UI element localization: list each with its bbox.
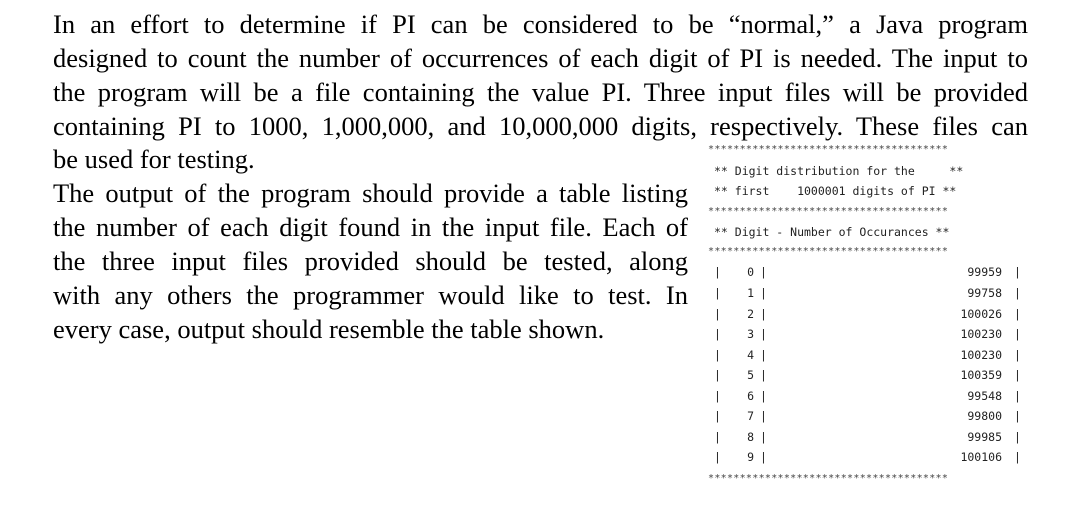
row-digit: 1 bbox=[747, 286, 754, 300]
row-digit: 0 bbox=[747, 265, 754, 279]
paragraph-line-2: designed to count the number of occurrences of each digit of PI is needed. The input to bbox=[53, 43, 1028, 73]
paragraph-line-7: the number of each digit found in the input file. Each of bbox=[53, 212, 688, 242]
row-count: 99985 bbox=[967, 430, 1002, 444]
row-count: 100359 bbox=[960, 368, 1002, 382]
paragraph-line-4: containing PI to 1000, 1,000,000, and 10,000,000 digits, respectively. These files can bbox=[53, 111, 1028, 141]
row-digit: 6 bbox=[747, 389, 754, 403]
paragraph-line-8: the three input files provided should be tested, along bbox=[53, 246, 688, 276]
row-digit: 9 bbox=[747, 450, 754, 464]
table-border-bottom: ************************************** bbox=[708, 473, 949, 484]
table-row: | 4 | 100230 | bbox=[714, 348, 1021, 362]
paragraph-line-5: be used for testing. bbox=[53, 144, 255, 174]
row-digit: 7 bbox=[747, 409, 754, 423]
table-row: | 3 | 100230 | bbox=[714, 327, 1021, 341]
paragraph-line-6: The output of the program should provide a table listing bbox=[53, 178, 688, 208]
row-digit: 2 bbox=[747, 307, 754, 321]
paragraph-line-10: every case, output should resemble the table shown. bbox=[53, 314, 605, 344]
table-row: | 0 | 99959 | bbox=[714, 265, 1021, 279]
row-digit: 5 bbox=[747, 368, 754, 382]
row-count: 99959 bbox=[967, 265, 1002, 279]
row-count: 100230 bbox=[960, 327, 1002, 341]
table-header-line-2: ** first 1000001 digits of PI ** bbox=[714, 184, 957, 198]
table-column-header: ** Digit - Number of Occurances ** bbox=[714, 225, 950, 239]
table-border-mid-1: ************************************** bbox=[708, 206, 949, 217]
paragraph-line-9: with any others the programmer would like to test. In bbox=[53, 280, 688, 310]
table-row: | 8 | 99985 | bbox=[714, 430, 1021, 444]
paragraph-line-3: the program will be a file containing the value PI. Three input files will be provided bbox=[53, 77, 1028, 107]
paragraph-line-1: In an effort to determine if PI can be considered to be “normal,” a Java program bbox=[53, 9, 1028, 39]
table-border-top: ************************************** bbox=[708, 144, 949, 155]
table-header-line-1: ** Digit distribution for the ** bbox=[714, 164, 964, 178]
table-row: | 2 | 100026 | bbox=[714, 307, 1021, 321]
table-row: | 1 | 99758 | bbox=[714, 286, 1021, 300]
table-row: | 9 | 100106 | bbox=[714, 450, 1021, 464]
table-row: | 6 | 99548 | bbox=[714, 389, 1021, 403]
table-border-mid-2: ************************************** bbox=[708, 246, 949, 257]
row-count: 100106 bbox=[960, 450, 1002, 464]
row-count: 99548 bbox=[967, 389, 1002, 403]
row-count: 99800 bbox=[967, 409, 1002, 423]
table-row: | 5 | 100359 | bbox=[714, 368, 1021, 382]
row-digit: 3 bbox=[747, 327, 754, 341]
row-count: 100026 bbox=[960, 307, 1002, 321]
row-count: 99758 bbox=[967, 286, 1002, 300]
table-row: | 7 | 99800 | bbox=[714, 409, 1021, 423]
row-digit: 8 bbox=[747, 430, 754, 444]
row-count: 100230 bbox=[960, 348, 1002, 362]
row-digit: 4 bbox=[747, 348, 754, 362]
